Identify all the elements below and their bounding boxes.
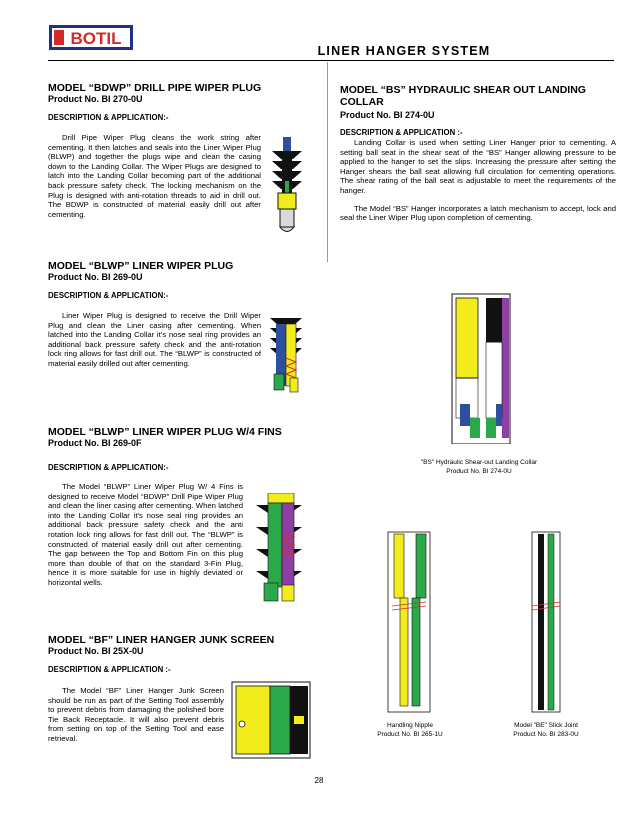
section-title: MODEL “BLWP” LINER WIPER PLUG W/4 FINS xyxy=(48,426,282,438)
description-heading: DESCRIPTION & APPLICATION :- xyxy=(340,128,463,137)
blwp-plug-image xyxy=(264,318,308,394)
blwp-fins-plug-image xyxy=(250,493,308,605)
bf-description: The Model “BF” Liner Hanger Junk Screen should be run as part of the Setting Tool assembly to prevent debris from damaging the polished bore Tie Back Receptacle. It will also prevent debris from setting on top of the Setting Tool and ease retrieval. xyxy=(48,686,224,743)
caption-line: Model "BE" Slick Joint xyxy=(514,722,578,729)
bdwp-description: Drill Pipe Wiper Plug cleans the work string after cementing. It then latches and seals into the Liner Wiper Plug (BLWP) and together the plugs wipe and clean the casing down to the Landing Collar. The Wiper Plugs are designed to latch into the Landing Collar becoming part of the additional back pressure safety check. The locking mechanism on the Plug is designed with anti-rotation threads to aid in drill out. The BDWP is constructed of material easily drill out after cementing. xyxy=(48,133,261,219)
section-title: MODEL “BF” LINER HANGER JUNK SCREEN xyxy=(48,634,275,646)
blwp-fins-description: The Model “BLWP” Liner Wiper Plug W/ 4 Fins is designed to receive Model “BDWP” Drill Pipe Wiper Plug and clean the liner casing after cementing. When latched into the Landing Collar it’s nose seal ring provides an additional back pressure safety check and the anti rotation lock ring allows for fast drill out. The “BLWP” is constructed of material easily drill out after cementing. The gap between the Top and Bottom Fin on this plug more than double of that on the standard 3-Fin Plug, hence it is more suitable for use in highly deviated or horizontal wells. xyxy=(48,482,243,587)
section-bf xyxy=(48,634,318,675)
page-number: 28 xyxy=(314,776,324,785)
bdwp-plug-image xyxy=(266,137,308,237)
description-heading: DESCRIPTION & APPLICATION:- xyxy=(48,463,169,472)
bs-description-1: Landing Collar is used when setting Liner Hanger prior to cementing. A setting ball seat in the shear seat of the “BS” Hanger allowing pressure to be applied to the hanger to set the slips. Increasing the pressure after setting the Hanger shears the ball seat allowing full circulation for cementing operations. The shear rating of the ball seat is adjustable to meet the requirements of the hanger. xyxy=(340,138,616,195)
product-number: Product No. BI 269-0F xyxy=(48,438,142,448)
logo-text: BOTIL xyxy=(70,29,122,48)
caption-line: Product No. BI 283-0U xyxy=(513,730,579,738)
description-heading: DESCRIPTION & APPLICATION :- xyxy=(48,665,171,674)
product-number: Product No. BI 270-0U xyxy=(48,94,143,104)
caption-line: Handling Nipple xyxy=(387,722,433,729)
section-title: MODEL “BS” HYDRAULIC SHEAR OUT LANDING COLLAR xyxy=(340,84,586,108)
bs-landing-collar-image xyxy=(450,292,512,444)
description-heading: DESCRIPTION & APPLICATION:- xyxy=(48,291,169,300)
caption-line: Product No. BI 265-1U xyxy=(377,730,443,738)
product-number: Product No. BI 274-0U xyxy=(340,110,435,120)
product-number: Product No. BI 269-0U xyxy=(48,272,143,282)
blwp-description: Liner Wiper Plug is designed to receive the Drill Wiper Plug and clean the Liner casing after cementing. When latched into the Landing Collar it’s nose seal ring provides an additional back pressure safety check and the anti-rotation lock ring allows for fast drill out. The “BLWP” is constructed of material easily drilled out after cementing. xyxy=(48,311,261,368)
section-blwp xyxy=(48,260,313,301)
description-heading: DESCRIPTION & APPLICATION:- xyxy=(48,113,169,122)
section-bdwp xyxy=(48,82,313,123)
nipple-caption xyxy=(360,722,460,739)
caption-line: Product No. BI 274-0U xyxy=(446,467,512,475)
handling-nipple-image xyxy=(386,530,432,714)
section-title: MODEL “BDWP” DRILL PIPE WIPER PLUG xyxy=(48,82,262,94)
section-blwp-fins xyxy=(48,426,318,473)
slick-joint-caption xyxy=(496,722,596,739)
section-bs xyxy=(340,84,616,223)
page-title: LINER HANGER SYSTEM xyxy=(317,44,491,58)
caption-line: "BS" Hydraulic Shear-out Landing Collar xyxy=(420,459,538,466)
slick-joint-image xyxy=(526,530,566,714)
column-divider xyxy=(327,62,328,262)
bs-description-2: The Model “BS” Hanger incorporates a latch mechanism to accept, lock and seal the Liner Wiper Plug upon completion of cementing. xyxy=(340,203,616,223)
bf-junk-screen-image xyxy=(230,680,312,760)
header-rule xyxy=(48,60,614,61)
bs-caption xyxy=(400,459,558,476)
section-title: MODEL “BLWP” LINER WIPER PLUG xyxy=(48,260,234,272)
product-number: Product No. BI 25X-0U xyxy=(48,646,144,656)
